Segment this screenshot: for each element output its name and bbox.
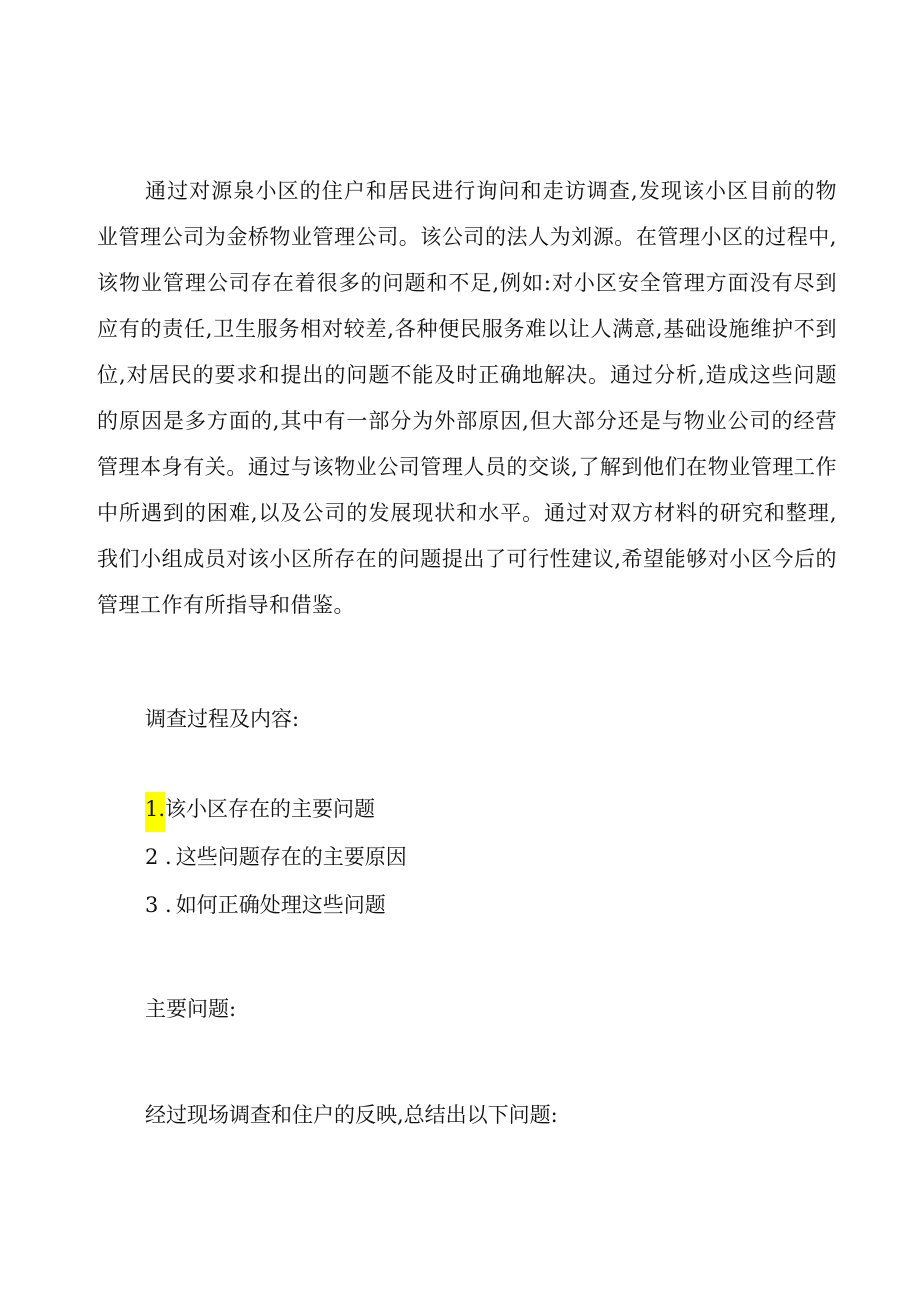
main-issues-heading: 主要问题: xyxy=(145,997,237,1021)
list-item-text: 该小区存在的主要问题 xyxy=(165,797,376,821)
list-item xyxy=(145,890,386,920)
list-item-text: 这些问题存在的主要原因 xyxy=(175,845,407,869)
list-item xyxy=(145,794,375,832)
list-item-number: 2 . xyxy=(145,845,172,869)
summary-line: 经过现场调查和住户的反映,总结出以下问题: xyxy=(145,1103,558,1127)
list-item-number-highlighted: 1. xyxy=(145,792,165,832)
list-item-number: 3 . xyxy=(145,893,172,917)
section-heading: 调查过程及内容: xyxy=(145,707,300,731)
list-item-text: 如何正确处理这些问题 xyxy=(175,893,386,917)
intro-paragraph: 通过对源泉小区的住户和居民进行询问和走访调查,发现该小区目前的物业管理公司为金桥物业管理公司。该公司的法人为刘源。在管理小区的过程中,该物业管理公司存在着很多的问题和不足,例如:对小区安全管理方面没有尽到应有的责任,卫生服务相对较差,各种便民服务难以让人满意,基础设施维护不到位,对居民的要求和提出的问题不能及时正确地解决。通过分析,造成这些问题的原因是多方面的,其中有一部分为外部原因,但大部分还是与物业公司的经营管理本身有关。通过与该物业公司管理人员的交谈,了解到他们在物业管理工作中所遇到的困难,以及公司的发展现状和水平。通过对双方材料的研究和整理,我们小组成员对该小区所存在的问题提出了可行性建议,希望能够对小区今后的管理工作有所指导和借鉴。 xyxy=(97,179,837,617)
list-item xyxy=(145,842,407,872)
